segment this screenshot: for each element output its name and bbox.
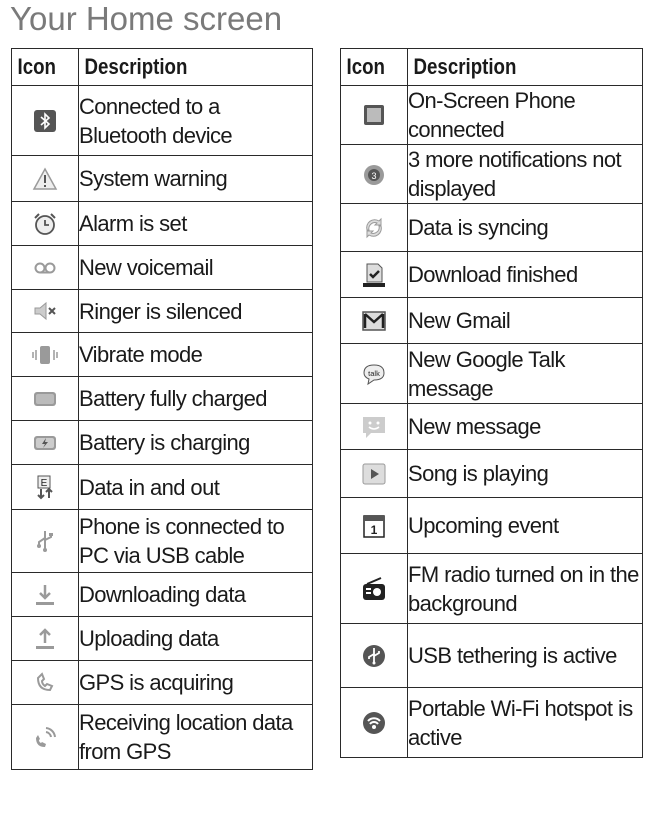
sync-icon (361, 215, 387, 241)
svg-text:E: E (40, 478, 48, 489)
more-notifications-icon (361, 161, 387, 187)
description-cell: Download finished (408, 252, 643, 298)
table-row (341, 86, 643, 145)
description-cell: GPS is acquiring (79, 661, 313, 705)
icon-column-header: Icon (12, 49, 69, 86)
description-column-header: Description (79, 49, 278, 86)
icon-cell (341, 498, 408, 554)
table-row (341, 554, 643, 624)
usb-icon (32, 528, 58, 554)
usb-tethering-icon (361, 643, 387, 669)
icon-cell (341, 252, 408, 298)
wifi-hotspot-icon (361, 710, 387, 736)
ringer-silenced-icon (32, 298, 58, 324)
on-screen-phone-icon (361, 102, 387, 128)
icon-cell (341, 624, 408, 688)
description-cell: Vibrate mode (79, 333, 313, 377)
table-row (341, 204, 643, 252)
description-column-header: Description (408, 49, 608, 86)
description-cell: Receiving location data from GPS (79, 705, 313, 770)
icon-cell (12, 86, 79, 156)
table-row (12, 246, 313, 290)
table-row (12, 573, 313, 617)
icon-cell (341, 554, 408, 624)
gps-acquiring-icon (32, 670, 58, 696)
song-playing-icon (361, 461, 387, 487)
icon-cell (12, 617, 79, 661)
icon-cell (12, 333, 79, 377)
uploading-icon (32, 626, 58, 652)
icon-cell (12, 246, 79, 290)
battery-charging-icon (32, 430, 58, 456)
table-row (12, 661, 313, 705)
description-cell: Uploading data (79, 617, 313, 661)
page-title: Your Home screen (10, 0, 283, 37)
icon-cell (12, 661, 79, 705)
icon-cell (12, 377, 79, 421)
icon-cell (12, 290, 79, 333)
table-row (12, 156, 313, 202)
downloading-icon (32, 582, 58, 608)
icon-cell (12, 510, 79, 573)
table-row (12, 377, 313, 421)
gps-receiving-icon (32, 724, 58, 750)
icon-cell (12, 202, 79, 246)
table-row (12, 510, 313, 573)
description-cell: Data in and out (79, 465, 313, 510)
fm-radio-icon (361, 576, 387, 602)
table-row (341, 145, 643, 204)
table-row (12, 705, 313, 770)
description-cell: System warning (79, 156, 313, 202)
description-cell: Connected to a Bluetooth device (79, 86, 313, 156)
table-row (12, 421, 313, 465)
table-row (12, 333, 313, 377)
google-talk-icon (361, 361, 387, 387)
description-cell: Upcoming event (408, 498, 643, 554)
description-cell: Downloading data (79, 573, 313, 617)
table-row (341, 404, 643, 450)
table-row (341, 298, 643, 344)
table-row (12, 290, 313, 333)
table-row (341, 624, 643, 688)
description-cell: Battery fully charged (79, 377, 313, 421)
warning-icon (32, 166, 58, 192)
gmail-icon (361, 308, 387, 334)
table-row (341, 450, 643, 498)
icon-cell (12, 465, 79, 510)
table-row (341, 498, 643, 554)
notification-count: 3 (371, 171, 377, 181)
table-row (12, 202, 313, 246)
icon-cell (341, 688, 408, 758)
table-row (341, 252, 643, 298)
message-icon (361, 414, 387, 440)
download-finished-icon (361, 262, 387, 288)
table-row (12, 465, 313, 510)
description-cell: New Gmail (408, 298, 643, 344)
table-row (12, 617, 313, 661)
icon-cell (341, 298, 408, 344)
description-cell: Alarm is set (79, 202, 313, 246)
icon-cell (341, 86, 408, 145)
table-row (341, 688, 643, 758)
description-cell: New voicemail (79, 246, 313, 290)
description-cell: FM radio turned on in the background (408, 554, 643, 624)
icon-cell (12, 705, 79, 770)
description-cell: Phone is connected to PC via USB cable (79, 510, 313, 573)
icon-cell (12, 156, 79, 202)
description-cell: New message (408, 404, 643, 450)
icon-cell (12, 421, 79, 465)
calendar-day: 1 (370, 522, 378, 537)
alarm-icon (32, 211, 58, 237)
description-cell: Song is playing (408, 450, 643, 498)
voicemail-icon (32, 255, 58, 281)
description-cell: Portable Wi-Fi hotspot is active (408, 688, 643, 758)
icon-cell (12, 573, 79, 617)
icon-cell (341, 204, 408, 252)
description-cell: USB tethering is active (408, 624, 643, 688)
description-cell: Battery is charging (79, 421, 313, 465)
icon-cell (341, 450, 408, 498)
left-icon-table (11, 48, 313, 770)
table-row (12, 86, 313, 156)
description-cell: Ringer is silenced (79, 290, 313, 333)
icon-cell (341, 145, 408, 204)
description-cell: 3 more notifications not displayed (408, 145, 643, 204)
talk-bubble-text: talk (368, 368, 380, 378)
calendar-icon (361, 513, 387, 539)
data-in-out-icon (32, 474, 58, 500)
icon-column-header: Icon (341, 49, 398, 86)
description-cell: On-Screen Phone connected (408, 86, 643, 145)
vibrate-icon (32, 342, 58, 368)
battery-full-icon (32, 386, 58, 412)
icon-cell (341, 344, 408, 404)
right-icon-table (340, 48, 643, 758)
description-cell: New Google Talk message (408, 344, 643, 404)
description-cell: Data is syncing (408, 204, 643, 252)
bluetooth-icon (32, 108, 58, 134)
icon-cell (341, 404, 408, 450)
table-row (341, 344, 643, 404)
